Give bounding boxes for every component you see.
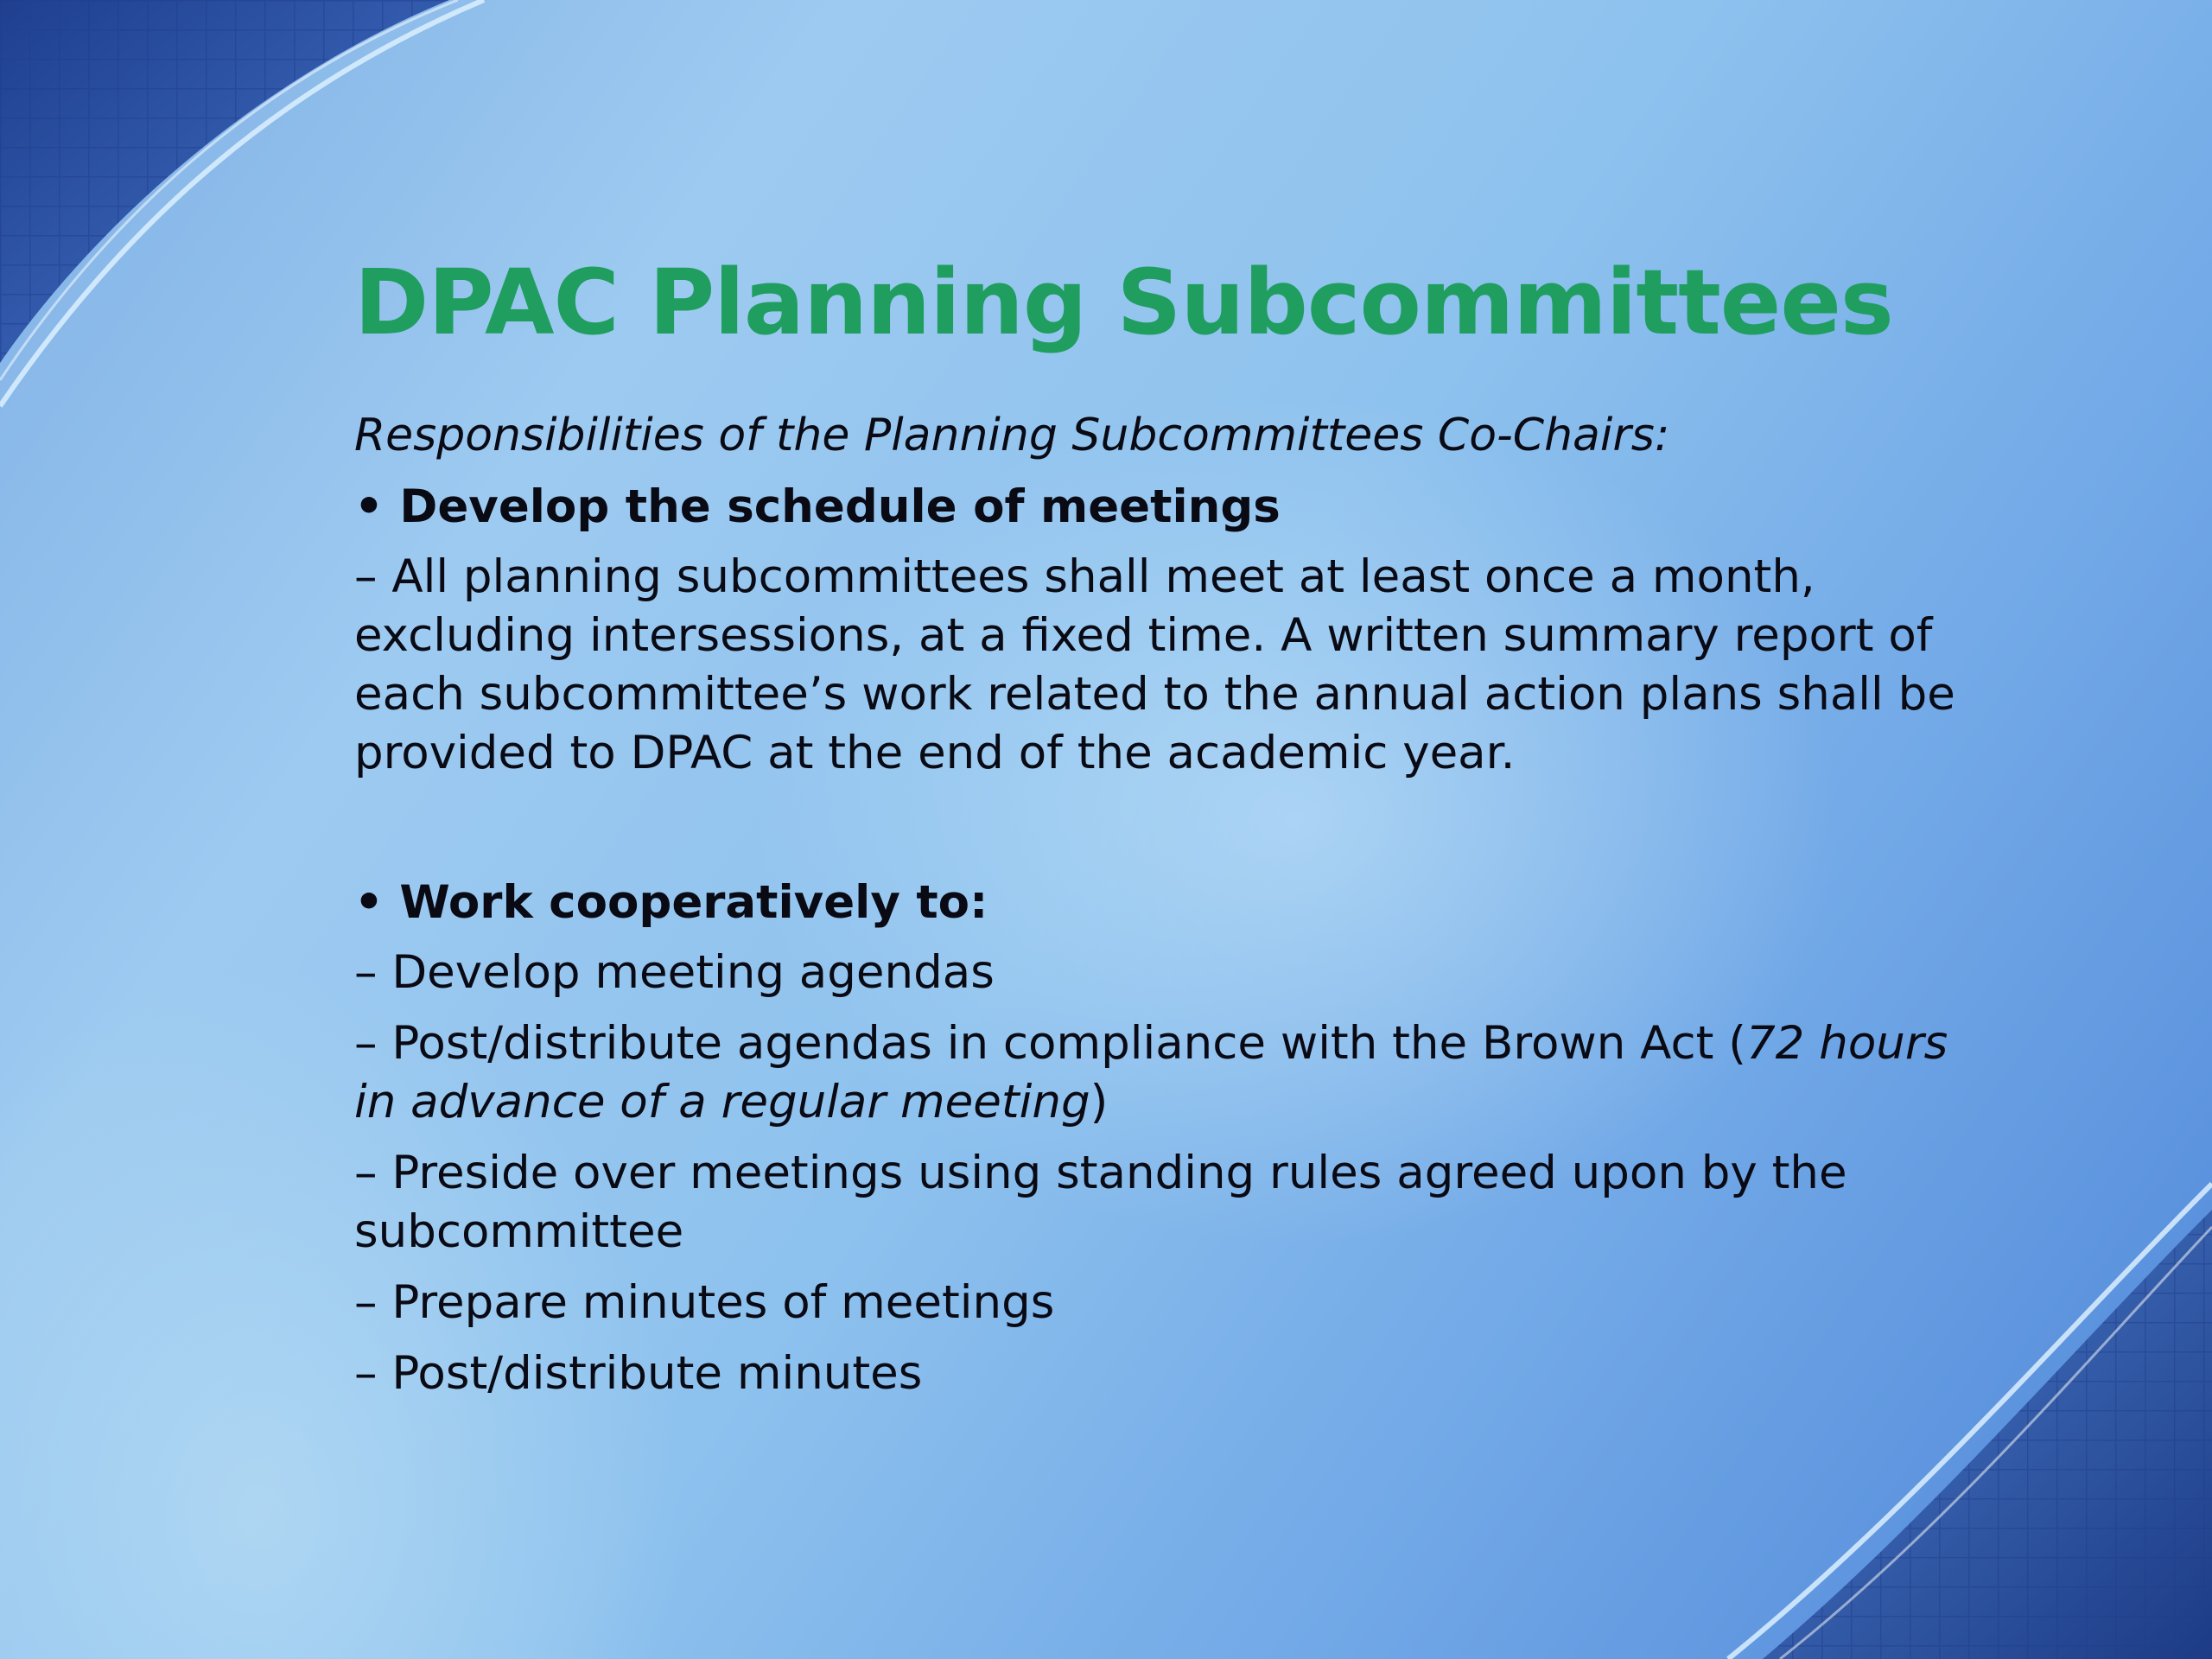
post-agendas-prefix: – Post/distribute agendas in compliance with the Brown Act ( [354,1017,1746,1070]
item-post-minutes: – Post/distribute minutes [354,1347,923,1400]
item-develop-agendas: – Develop meeting agendas [354,946,995,999]
post-agendas-suffix: ) [1090,1076,1109,1128]
bullet-schedule: • Develop the schedule of meetings [354,480,1281,533]
item-post-agendas [354,1014,1979,1132]
intro-text: Responsibilities of the Planning Subcommittees Co-Chairs: [354,410,1670,461]
slide-title: DPAC Planning Subcommittees [354,250,1893,355]
post-agendas-italic: 72 hours in advance of a regular meeting [354,1017,1948,1128]
item-prepare-minutes: – Prepare minutes of meetings [354,1276,1055,1329]
item-preside: – Preside over meetings using standing rules agreed upon by the subcommittee [354,1147,1847,1258]
bullet-work-cooperatively: • Work cooperatively to: [354,876,988,929]
section-spacer [354,783,1979,873]
slide-content [354,242,1979,1415]
schedule-description: – All planning subcommittees shall meet at least once a month, excluding intersessions, at a fixed time. A written summary report of each subcommittee’s work related to the annual action plans shall be provided to DPAC at the end of the academic year. [354,550,1955,779]
